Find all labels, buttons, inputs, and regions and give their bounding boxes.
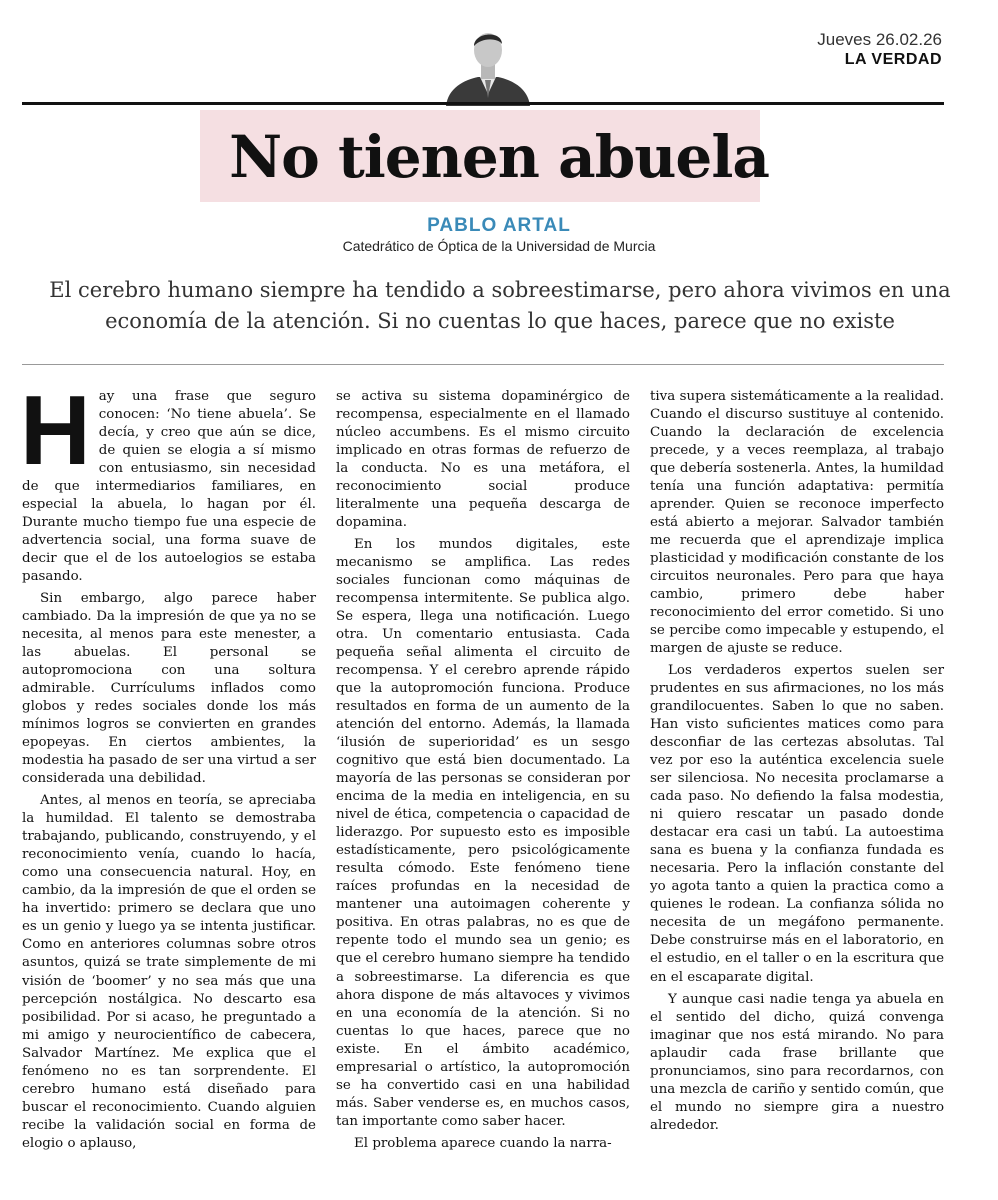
author-portrait-icon <box>438 22 538 106</box>
author-role: Catedrático de Óptica de la Universidad de Murcia <box>342 238 656 254</box>
body-paragraph: tiva supera sistemáticamente a la realidad. Cuando el discurso sustituye al contenido. Cuando la declaración de excelencia precede, y a veces reemplaza, al trabajo que debería sostenerla. Antes, la humildad tenía una función adaptativa: permitía aprender. Quien se reconoce imperfecto está abierto a mejorar. Salvador también me recuerda que el aprendizaje implica plasticidad y modificación constante de los circuitos neuronales. Pero para que haya cambio, primero debe haber reconocimiento del error cometido. Si uno se percibe como impecable y estupendo, el margen de ajuste se reduce. <box>650 389 944 657</box>
masthead <box>817 30 942 69</box>
body-paragraph: se activa su sistema dopaminérgico de recompensa, especialmente en el llamado núcleo accumbens. Es el mismo circuito implicado en otras formas de refuerzo de la conducta. No es una metáfora, el reconocimiento social produce literalmente una pequeña descarga de dopamina. <box>336 389 630 531</box>
article-title: No tienen abuela <box>229 123 769 191</box>
author-name: PABLO ARTAL <box>427 215 571 236</box>
body-paragraph: El problema aparece cuando la narra- <box>354 1135 612 1151</box>
body-paragraph: En los mundos digitales, este mecanismo se amplifica. Las redes sociales funcionan como máquinas de recompensa intermitente. Se publica algo. Se espera, llega una notificación. Luego otra. Un comentario entusiasta. Cada pequeña señal alimenta el circuito de recompensa. Y el cerebro aprende rápido que la autopromoción funciona. Produce resultados en forma de un aumento de la atención del entorno. Además, la llamada ‘ilusión de superioridad’ es un sesgo cognitivo que está bien documentado. La mayoría de las personas se consideran por encima de la media en inteligencia, en su nivel de ética, competencia o capacidad de liderazgo. Por supuesto esto es imposible estadísticamente, pero psicológicamente resulta cómodo. Este fenómeno tiene raíces profundas en la necesidad de mantener una autoimagen coherente y positiva. En otras palabras, no es que de repente todo el mundo sea un genio; es que el cerebro humano siempre ha tendido a sobreestimarse. La diferencia es que ahora dispone de más altavoces y vivimos en una economía de la atención. Si no cuentas lo que haces, parece que no existe. En el ámbito académico, empresarial o artístico, la autopromoción se ha convertido casi en una habilidad más. Saber venderse es, en muchos casos, tan importante como saber hacer. <box>336 537 630 1129</box>
body-paragraph: Hay una frase que seguro conocen: ‘No tiene abuela’. Se decía, y creo que aún se dice, de quien se elogia a sí mismo con entusiasmo, sin necesidad de que intermediarios familiares, en especial la abuela, lo hagan por él. Durante mucho tiempo fue una especie de advertencia social, una forma suave de decir que el de los autoelogios se estaba pasando. <box>20 375 316 585</box>
lead-divider <box>22 364 944 365</box>
article-body <box>20 375 946 1157</box>
body-paragraph: Sin embargo, algo parece haber cambiado. Da la impresión de que ya no se necesita, al menos para este menester, a las abuelas. El personal se autopromociona con una soltura admirable. Currículums inflados como globos y redes sociales donde los más mínimos logros se convierten en grandes epopeyas. En ciertos ambientes, la modestia ha pasado de ser una virtud a ser considerada una debilidad. <box>22 591 316 787</box>
body-column-2 <box>336 388 630 1157</box>
body-paragraph: Los verdaderos expertos suelen ser prudentes en sus afirmaciones, no los más grandilocuentes. Saben lo que no saben. Han visto suficientes matices como para desconfiar de las certezas absolutas. Tal vez por eso la auténtica excelencia suele ser silenciosa. No necesita proclamarse a cada paso. No defiendo la falsa modestia, ni quiero rescatar un pasado donde destacar era casi un tabú. La autoestima sana es buena y la confianza fundada es necesaria. Pero la inflación constante del yo agota tanto a quien la practica como a quienes le rodean. La confianza sólida no necesita de un megáfono permanente. Debe construirse más en el laboratorio, en el estudio, en el taller o en la escritura que en el escaparate digital. <box>650 663 944 985</box>
issue-date: Jueves 26.02.26 <box>817 30 942 49</box>
drop-cap: H <box>20 375 91 485</box>
body-column-1 <box>20 375 316 1157</box>
body-column-3 <box>650 388 944 1157</box>
newspaper-name: LA VERDAD <box>844 51 942 68</box>
top-rule <box>22 102 944 105</box>
article-lead: El cerebro humano siempre ha tendido a sobreestimarse, pero ahora vivimos en una economía de la atención. Si no cuentas lo que haces, parece que no existe <box>49 278 951 333</box>
body-paragraph: Antes, al menos en teoría, se apreciaba la humildad. El talento se demostraba trabajando, publicando, construyendo, y el reconocimiento venía, cuando lo hacía, como una consecuencia natural. Hoy, en cambio, da la impresión de que el orden se ha invertido: primero se declara que uno es un genio y luego ya se intenta justificar. Como en anteriores columnas sobre otros asuntos, quizá se trate simplemente de mi visión de ‘boomer’ y no sea más que una percepción nostálgica. No descarto esa posibilidad. Por si acaso, he preguntado a mi amigo y neurocientífico de cabecera, Salvador Martínez. Me explica que el fenómeno no es tan sorprendente. El cerebro humano está diseñado para buscar el reconocimiento. Cuando alguien recibe la validación social en forma de elogio o aplauso, <box>22 793 316 1151</box>
body-paragraph: Y aunque casi nadie tenga ya abuela en el sentido del dicho, quizá convenga imaginar que nos está mirando. No para aplaudir cada frase brillante que pronunciamos, sino para recordarnos, con una mezcla de cariño y sentido común, que el mundo no siempre gira a nuestro alrededor. <box>650 991 944 1133</box>
